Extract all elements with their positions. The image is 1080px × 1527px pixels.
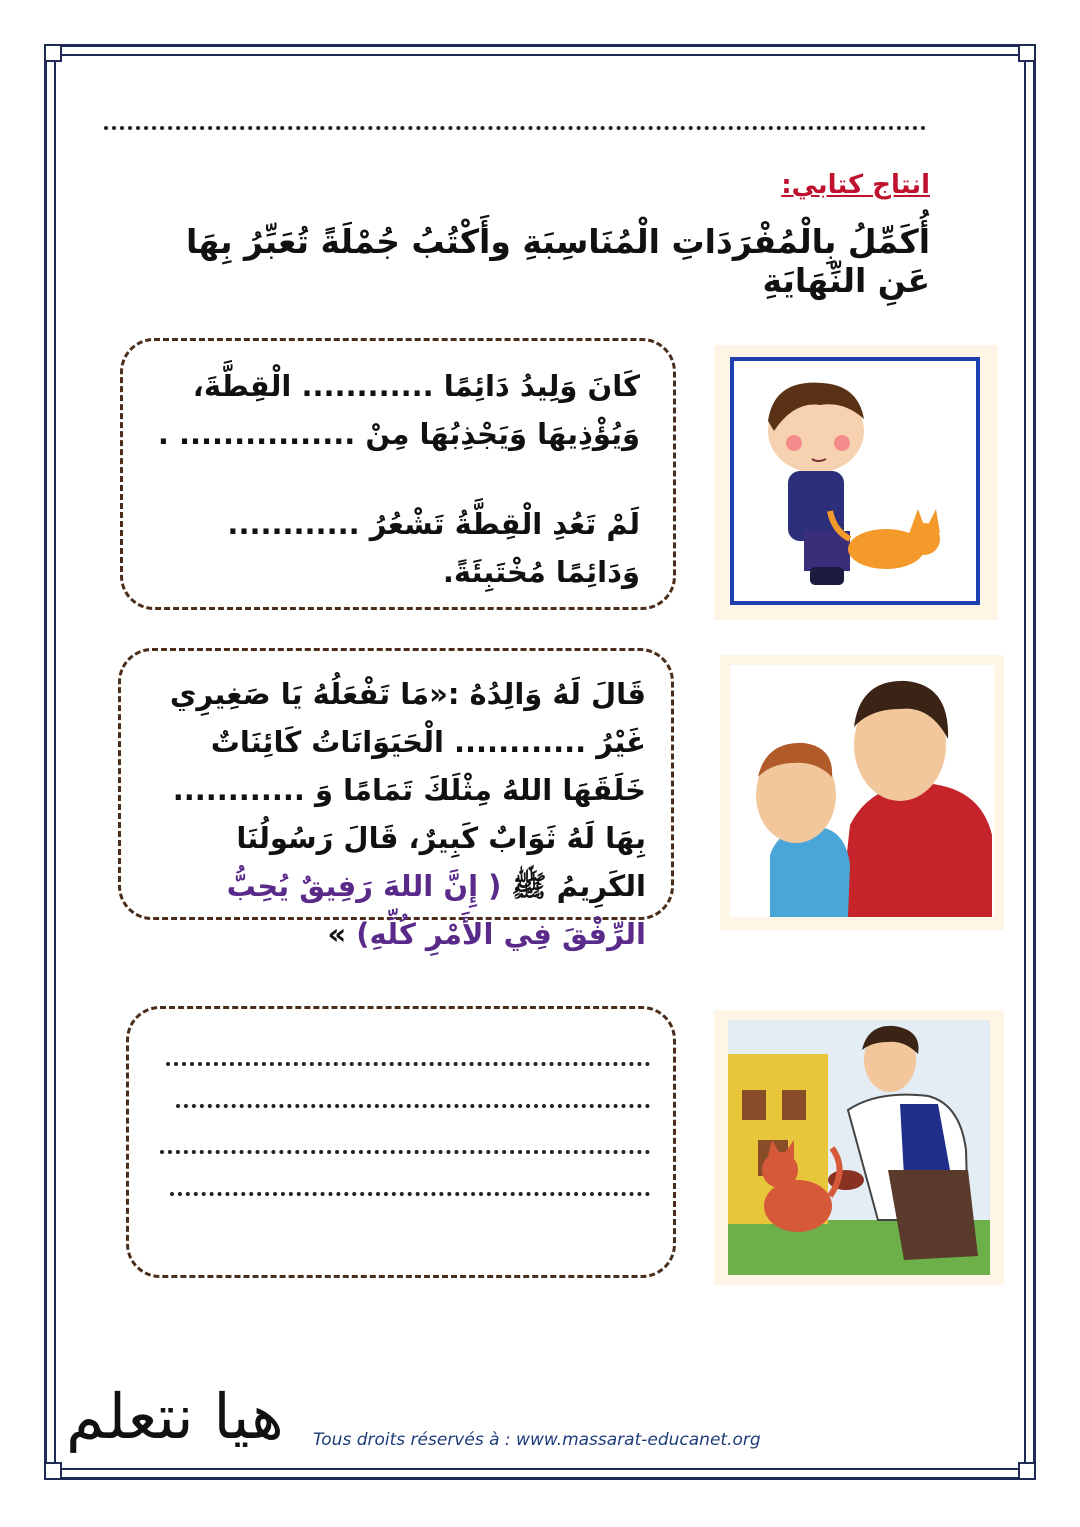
writing-box: [126, 1006, 676, 1278]
story-box-1-para-2: لَمْ تَعُدِ الْقِطَّةُ تَشْعُرُ ............ وَدَائِمًا مُخْتَبِئَةً.: [227, 507, 640, 589]
writing-line[interactable]: [160, 1150, 650, 1154]
father-speech-text: قَالَ لَهُ وَالِدُهُ :«مَا تَفْعَلُهُ يَا صَغِيرِي غَيْرُ ............ الْحَيَوَانَاتُ كَائِنَاتٌ خَلَقَهَا اللهُ مِثْلَكَ تَمَامًا وَ ............ بِهَا لَهُ ثَوَابٌ كَبِيرٌ، قَالَ رَسُولُنَا الكَرِيمُ ﷺ: [169, 677, 646, 903]
frame-corner-ornament: [1018, 1462, 1036, 1480]
story-box-1-para-1: كَانَ وَلِيدُ دَائِمًا ............ الْقِطَّةَ، وَيُؤْذِيهَا وَيَجْذِبُهَا مِنْ ................ .: [157, 369, 640, 451]
frame-corner-ornament: [1018, 44, 1036, 62]
frame-corner-ornament: [44, 1462, 62, 1480]
picture-frame-3: [714, 1010, 1004, 1285]
writing-line[interactable]: [170, 1192, 650, 1196]
father-talking-to-son-illustration: [730, 665, 994, 917]
frame-corner-ornament: [44, 44, 62, 62]
picture-frame-1: [714, 345, 998, 620]
copyright-notice: Tous droits réservés à : www.massarat-educanet.org: [313, 1430, 761, 1450]
name-dotted-line: [104, 126, 926, 130]
man-feeding-cat-illustration: [728, 1020, 990, 1275]
writing-line[interactable]: [176, 1104, 650, 1108]
brand-logo-text: هيا نتعلم: [66, 1380, 284, 1453]
writing-line[interactable]: [166, 1062, 650, 1066]
section-heading: انتاج كتابي:: [781, 170, 930, 200]
boy-pulling-cat-illustration: [730, 357, 980, 605]
story-box-2-text: [150, 670, 646, 958]
hadith-quote: ( إِنَّ اللهَ رَفِيقٌ يُحِبُّ الرِّفْقَ فِي الأَمْرِ كُلِّهِ): [226, 869, 646, 951]
closing-quote-mark: »: [327, 917, 347, 951]
instruction-text: أُكَمِّلُ بِالْمُفْرَدَاتِ الْمُنَاسِبَةِ وأَكْتُبُ جُمْلَةً تُعَبِّرُ بِهَا عَنِ النِّهَايَةِ: [185, 222, 930, 300]
picture-frame-2: [720, 655, 1004, 930]
